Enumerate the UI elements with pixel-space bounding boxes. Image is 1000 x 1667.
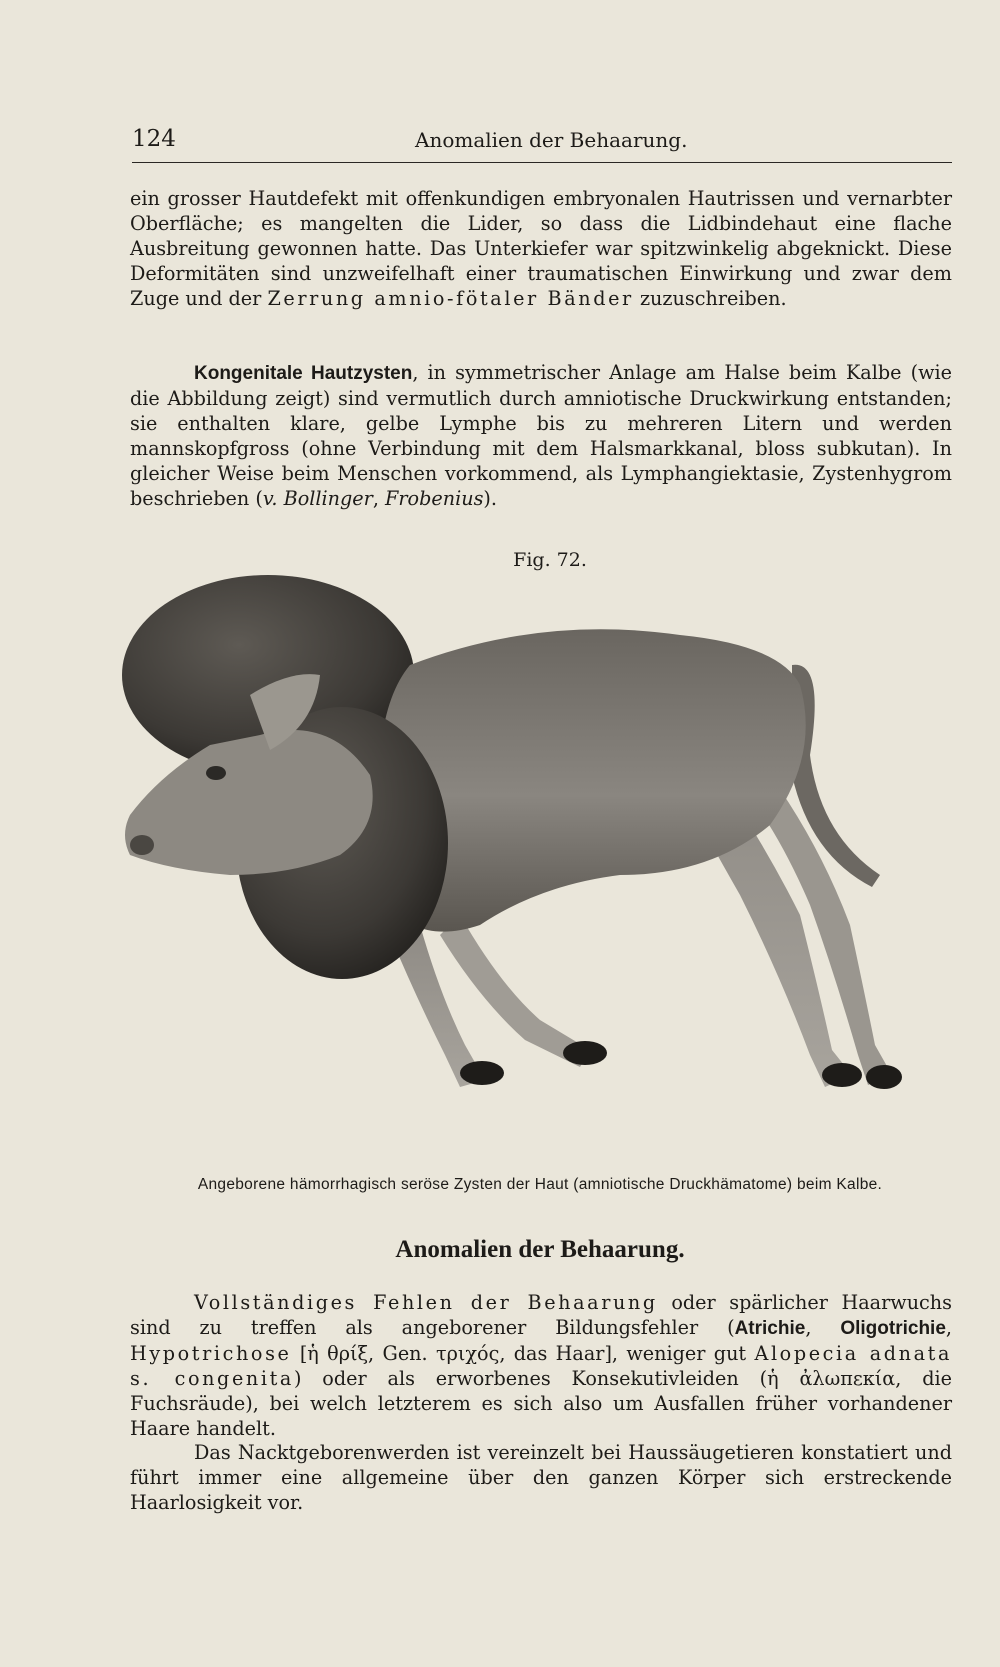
hoof — [822, 1063, 862, 1087]
paragraph-behaarung — [130, 1290, 952, 1441]
emphasized-phrase: Vollständiges Fehlen der Behaarung — [194, 1291, 658, 1314]
paragraph-text: , in symmetrischer Anlage am Halse beim Kalbe (wie die Abbildung zeigt) sind vermutlich durch amniotische Druckwirkung entstanden; sie enthalten klare, gelbe Lymphe bis zu mehreren Litern und werden mannskopfgross (ohne Verbindung mit dem Halsmarkkanal, bloss subkutan). In gleicher Weise beim Menschen vorkommend, als Lymphangiektasie, Zystenhygrom beschrieben ( — [130, 361, 952, 510]
citation: Frobenius — [385, 487, 484, 510]
bold-term: Atrichie — [734, 1318, 806, 1339]
paragraph-text: , — [945, 1316, 953, 1339]
calf-head — [125, 730, 373, 875]
figure-caption: Angeborene hämorrhagisch seröse Zysten der Haut (amniotische Druckhämatome) beim Kalbe. — [197, 1176, 883, 1193]
page-header — [132, 126, 952, 163]
bold-term: Kongenitale Hautzysten — [194, 363, 413, 384]
page-number: 124 — [132, 126, 176, 152]
emphasized-phrase: Hypotrichose — [130, 1342, 292, 1365]
paragraph-nacktgeboren: Das Nacktgeborenwerden ist vereinzelt bei Haussäugetieren konstatiert und führt immer eine allgemeine über den ganzen Körper sich erstreckende Haarlosigkeit vor. — [130, 1441, 952, 1514]
calf-illustration — [120, 575, 960, 1175]
section-heading: Anomalien der Behaarung. — [395, 1236, 685, 1263]
running-title: Anomalien der Behaarung. — [415, 128, 688, 152]
paragraph-continuation — [130, 186, 952, 311]
paragraph-text: , — [805, 1316, 841, 1339]
calf-eye — [206, 766, 226, 780]
hoof — [460, 1061, 504, 1085]
paragraph-text: oder spärlicher Haarwuchs sind zu treffen als angeborener Bildungsfehler ( — [130, 1291, 952, 1339]
paragraph-end: ). — [483, 487, 498, 510]
bold-term: Oligotrichie — [840, 1318, 946, 1339]
paragraph-hautzysten — [130, 360, 952, 511]
citation: v. Bollinger — [262, 487, 373, 510]
paragraph-text: ) oder als erworbenes Konsekutivleiden (ἡ ἀλωπεκία, die Fuchsräude), bei welch letzterem es sich also um Ausfallen früher vorhandener Haare handelt. — [130, 1367, 952, 1440]
hoof — [563, 1041, 607, 1065]
figure-label: Fig. 72. — [513, 549, 587, 571]
calf-muzzle — [130, 835, 154, 855]
citation-separator: , — [372, 487, 386, 510]
paragraph-text: ein grosser Hautdefekt mit offenkundigen embryonalen Hautrissen und vernarbter Oberfläche; es mangelten die Lider, so dass die Lidbindehaut eine flache Ausbreitung gewonnen hatte. Das Unterkiefer war spitzwinkelig abgeknickt. Diese Deformitäten sind unzweifelhaft einer traumatischen Einwirkung und zwar dem Zuge und der — [130, 187, 952, 310]
emphasized-phrase: Alopecia adnata s. congenita — [130, 1342, 952, 1390]
emphasized-phrase: Zerrung amnio-fötaler Bänder — [267, 287, 634, 310]
paragraph-text: [ἡ θρίξ, Gen. τριχός, das Haar], weniger gut — [291, 1342, 755, 1365]
paragraph-end: zuzuschreiben. — [639, 287, 787, 310]
hoof — [866, 1065, 902, 1089]
